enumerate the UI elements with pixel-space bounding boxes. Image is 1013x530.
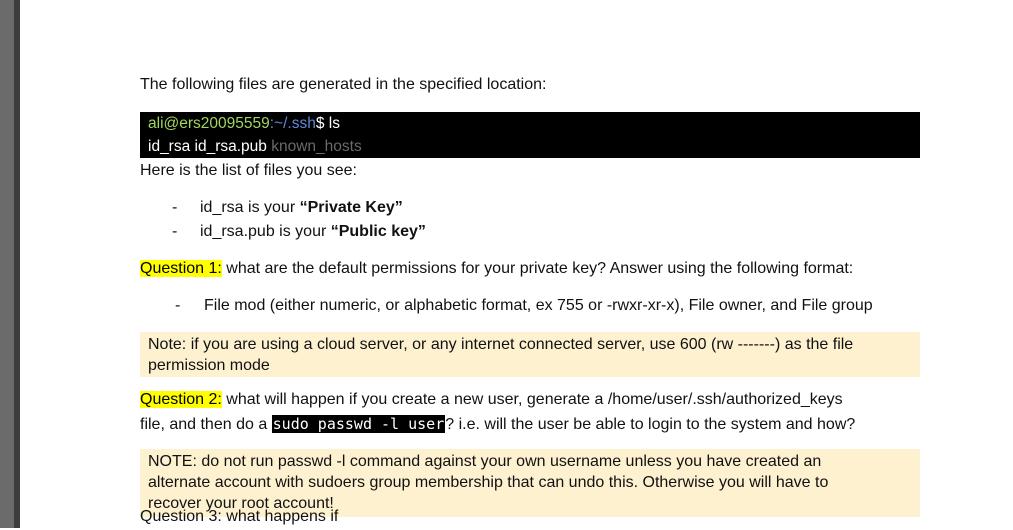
terminal-file-id-rsa-pub: id_rsa.pub xyxy=(194,138,267,155)
question-2-text-post: ? i.e. will the user be able to login to the system and how? xyxy=(445,416,856,433)
note-cloud-server xyxy=(140,332,920,377)
terminal-file-known-hosts: known_hosts xyxy=(271,138,362,155)
next-question-text: Question 3: what happens if xyxy=(140,508,339,525)
question-2-line-2 xyxy=(140,413,855,436)
bullet-dash: - xyxy=(172,199,178,216)
question-1-label: Question 1: xyxy=(140,260,222,277)
terminal-path: :~/.ssh xyxy=(269,115,316,132)
terminal-file-id-rsa: id_rsa xyxy=(148,138,191,155)
bullet-bold-text: “Public key” xyxy=(330,223,426,240)
warning-line-1: NOTE: do not run passwd -l command against your own username unless you have created an xyxy=(148,453,822,470)
bullet-text: id_rsa.pub is your xyxy=(200,223,331,240)
terminal-block xyxy=(140,112,920,158)
bullet-public-key xyxy=(200,221,426,243)
terminal-output-line xyxy=(148,136,362,157)
warning-line-2: alternate account with sudoers group membership that can undo this. Otherwise you will have to xyxy=(148,474,829,491)
question-2-text: what will happen if you create a new user, generate a /home/user/.ssh/authorized_keys xyxy=(221,391,843,408)
q1-bullet-dash: - xyxy=(175,297,181,314)
question-2-label: Question 2: xyxy=(140,391,222,408)
terminal-command: $ ls xyxy=(315,115,340,132)
bullet-dash: - xyxy=(172,223,178,240)
next-question-cut-off xyxy=(140,508,440,530)
intro-text: The following files are generated in the specified location: xyxy=(140,76,547,93)
bullet-private-key xyxy=(200,197,403,219)
note-line-2: permission mode xyxy=(148,357,270,374)
note-line-1: Note: if you are using a cloud server, or any internet connected server, use 600 (rw -------) as the file xyxy=(148,336,854,353)
warning-line-3: recover your root account! xyxy=(148,495,334,512)
list-intro-text: Here is the list of files you see: xyxy=(140,162,357,179)
question-2-text-pre: file, and then do a xyxy=(140,416,272,433)
question-2-line-1 xyxy=(140,389,843,411)
terminal-user-host: ali@ers20095559 xyxy=(148,115,270,132)
bullet-text: id_rsa is your xyxy=(200,199,300,216)
inline-code-command: sudo passwd -l user xyxy=(272,415,445,433)
q1-format-text: File mod (either numeric, or alphabetic format, ex 755 or -rwxr-xr-x), File owner, and File group xyxy=(204,297,873,314)
question-1 xyxy=(140,258,853,280)
terminal-prompt-line xyxy=(148,113,340,134)
question-1-text: what are the default permissions for your private key? Answer using the following format: xyxy=(221,260,854,277)
bullet-bold-text: “Private Key” xyxy=(299,199,403,216)
